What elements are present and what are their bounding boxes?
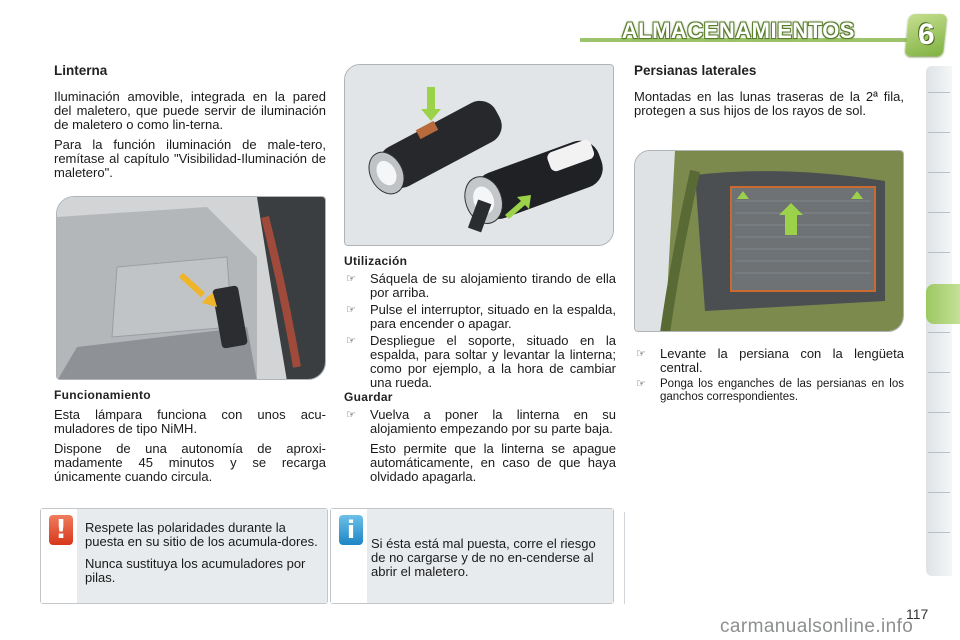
warning-text: [85, 521, 319, 593]
bullet-icon: ☞: [346, 409, 356, 421]
persianas-list-secondary: [634, 378, 904, 404]
sunshade-illustration: [634, 150, 904, 332]
sunshade-drawing: [635, 151, 904, 332]
tab-divider: [928, 172, 950, 173]
trunk-illustration: [56, 196, 326, 380]
bullet-icon: ☞: [636, 348, 646, 360]
warning-notice: [40, 508, 328, 604]
page-number: 117: [906, 606, 929, 622]
persianas-section: [634, 64, 904, 118]
linterna-paragraph-2: Para la función iluminación de male-tero, remítase al capítulo "Visibilidad-Iluminación de maletero".: [54, 137, 326, 180]
chapter-tab-active: [926, 284, 960, 324]
warning-paragraph-1: Respete las polaridades durante la puesta en su sitio de los acumula-dores.: [85, 520, 318, 549]
chapter-number-badge: [905, 14, 947, 56]
list-item: ☞ Vuelva a poner la linterna en su alojamiento empezando por su parte baja.: [346, 407, 616, 436]
bullet-icon: ☞: [346, 273, 356, 285]
tab-divider: [928, 92, 950, 93]
chapter-number: 6: [917, 18, 935, 51]
list-item: ☞ Levante la persiana con la lengüeta central.: [636, 346, 904, 375]
info-paragraph: Si ésta está mal puesta, corre el riesgo de no cargarse y de no en-cenderse al abrir el maletero.: [371, 536, 596, 579]
tab-divider: [928, 252, 950, 253]
tab-divider: [928, 492, 950, 493]
persianas-instructions: [634, 344, 904, 404]
list-item: ☞ Ponga los enganches de las persianas en los ganchos correspondientes.: [636, 378, 904, 403]
bullet-icon: ☞: [346, 335, 356, 347]
info-text: [371, 537, 605, 587]
list-item: ☞ Despliegue el soporte, situado en la espalda, para soltar y levantar la linterna; como por ejemplo, a la hora de cambiar una rueda.: [346, 333, 616, 390]
tab-divider: [928, 452, 950, 453]
watermark: carmanualsonline.info: [720, 616, 914, 637]
chapter-header: [520, 8, 960, 56]
tab-divider: [928, 212, 950, 213]
page-title: ALMACENAMIENTOS: [621, 18, 855, 43]
guardar-list: [344, 408, 616, 484]
linterna-section: [54, 64, 326, 180]
linterna-paragraph-1: Iluminación amovible, integrada en la pared del maletero, que puede servir de iluminación de maletero o como lin-terna.: [54, 89, 326, 132]
tab-divider: [928, 372, 950, 373]
list-item-continued: Esto permite que la linterna se apague automáticamente, en caso de que haya olvidado apagarla.: [370, 441, 616, 484]
warning-paragraph-2: Nunca sustituya los acumuladores por pilas.: [85, 556, 306, 585]
tab-divider: [928, 412, 950, 413]
list-item: ☞ Pulse el interruptor, situado en la espalda, para encender o apagar.: [346, 302, 616, 331]
funcionamiento-paragraph-1: Esta lámpara funciona con unos acu-muladores de tipo NiMH.: [54, 407, 326, 436]
funcionamiento-paragraph-2: Dispone de una autonomía de aproxi-madamente 45 minutos y se recarga únicamente cuando circula.: [54, 441, 326, 484]
guardar-section: [344, 390, 616, 484]
utilizacion-section: [344, 254, 616, 390]
utilizacion-list: [344, 272, 616, 390]
tab-divider: [928, 132, 950, 133]
bullet-icon: ☞: [636, 378, 646, 390]
tab-divider: [928, 332, 950, 333]
persianas-heading: Persianas laterales: [634, 63, 757, 78]
guardar-heading: Guardar: [344, 390, 393, 404]
persianas-list: [634, 347, 904, 375]
funcionamiento-section: [54, 388, 326, 484]
flashlight-drawing: [345, 65, 614, 246]
trunk-drawing: [57, 197, 326, 380]
utilizacion-heading: Utilización: [344, 254, 408, 268]
info-icon: i: [339, 515, 363, 545]
info-notice: [330, 508, 614, 604]
linterna-heading: Linterna: [54, 63, 108, 78]
tab-divider: [928, 532, 950, 533]
list-item: ☞ Sáquela de su alojamiento tirando de ella por arriba.: [346, 271, 616, 300]
warning-icon: !: [49, 515, 73, 545]
flashlight-illustration: [344, 64, 614, 246]
column-divider: [624, 512, 625, 604]
funcionamiento-heading: Funcionamiento: [54, 388, 151, 402]
bullet-icon: ☞: [346, 304, 356, 316]
persianas-paragraph: Montadas en las lunas traseras de la 2ª fila, protegen a sus hijos de los rayos de sol.: [634, 89, 904, 118]
